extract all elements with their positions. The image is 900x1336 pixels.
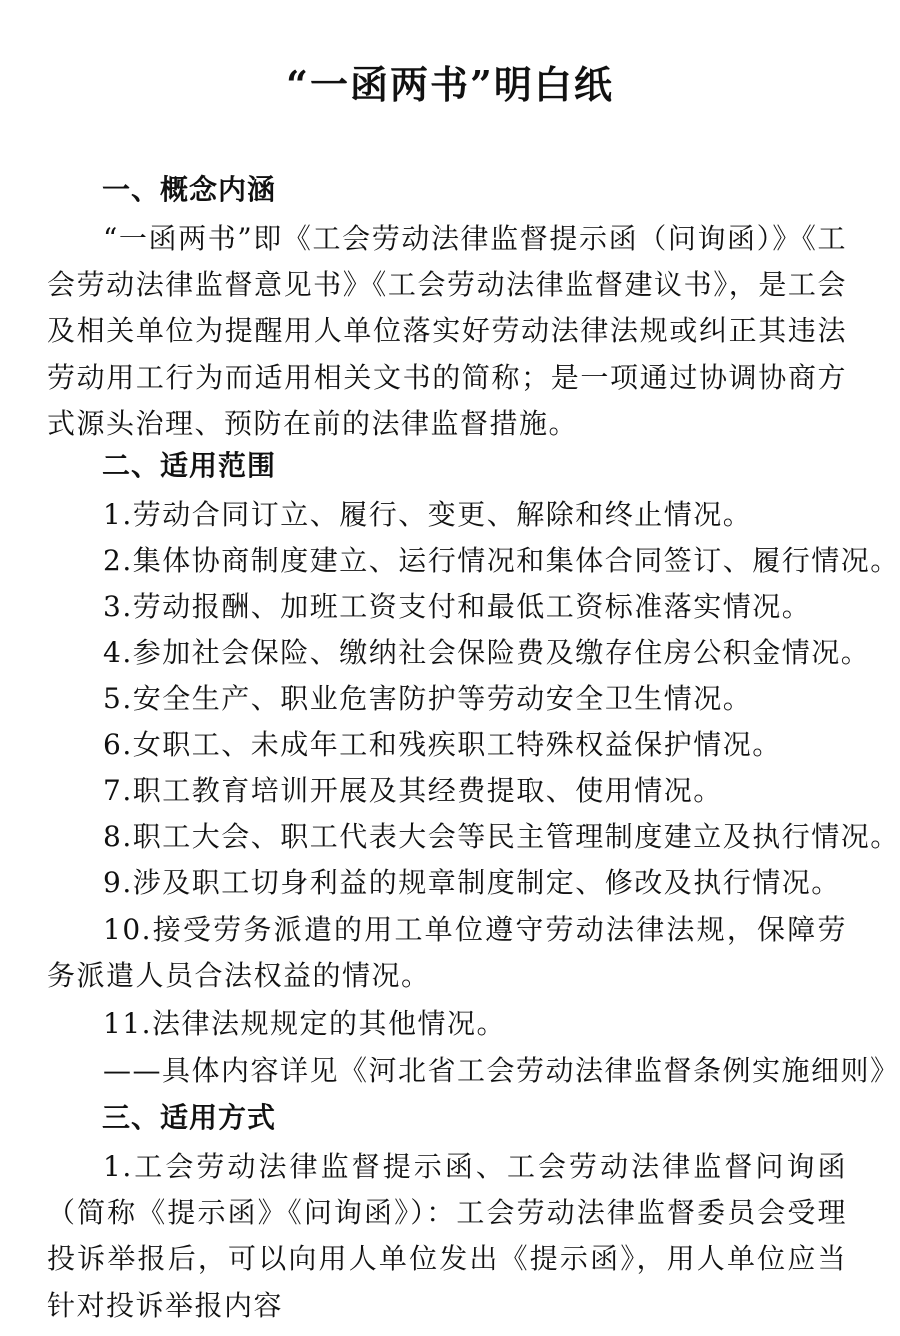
scope-item: 5.安全生产、职业危害防护等劳动安全卫生情况。 [103,682,753,715]
method-paragraph: 1.工会劳动法律监督提示函、工会劳动法律监督问询函（简称《提示函》《问询函》）：工会劳动法律监督委员会受理投诉举报后，可以向用人单位发出《提示函》，用人单位应当针对投诉举报内容 [47,1150,847,1322]
concept-paragraph: “一函两书”即《工会劳动法律监督提示函（问询函）》《工会劳动法律监督意见书》《工会劳动法律监督建议书》，是工会及相关单位为提醒用人单位落实好劳动法律法规或纠正其违法劳动用工行为而适用相关文书的简称；是一项通过协调协商方式源头治理、预防在前的法律监督措施。 [47,222,847,440]
section-heading-scope: 二、适用范围 [102,449,277,482]
scope-item-11: 11.法律法规规定的其他情况。 [103,1007,507,1040]
scope-item: 4.参加社会保险、缴纳社会保险费及缴存住房公积金情况。 [103,636,871,669]
scope-item: 7.职工教育培训开展及其经费提取、使用情况。 [103,774,723,807]
section-heading-method: 三、适用方式 [102,1101,277,1134]
scope-item: 2.集体协商制度建立、运行情况和集体合同签订、履行情况。 [103,544,900,577]
scope-reference: ——具体内容详见《河北省工会劳动法律监督条例实施细则》 [103,1054,900,1087]
scope-item: 1.劳动合同订立、履行、变更、解除和终止情况。 [103,498,753,531]
scope-item: 3.劳动报酬、加班工资支付和最低工资标准落实情况。 [103,590,812,623]
section-heading-concept: 一、概念内涵 [102,173,277,206]
scope-item-10: 10.接受劳务派遣的用工单位遵守劳动法律法规，保障劳务派遣人员合法权益的情况。 [47,913,847,993]
scope-item: 9.涉及职工切身利益的规章制度制定、修改及执行情况。 [103,866,841,899]
scope-item: 8.职工大会、职工代表大会等民主管理制度建立及执行情况。 [103,820,900,853]
document-title: “一函两书”明白纸 [286,62,614,107]
scope-item: 6.女职工、未成年工和残疾职工特殊权益保护情况。 [103,728,782,761]
